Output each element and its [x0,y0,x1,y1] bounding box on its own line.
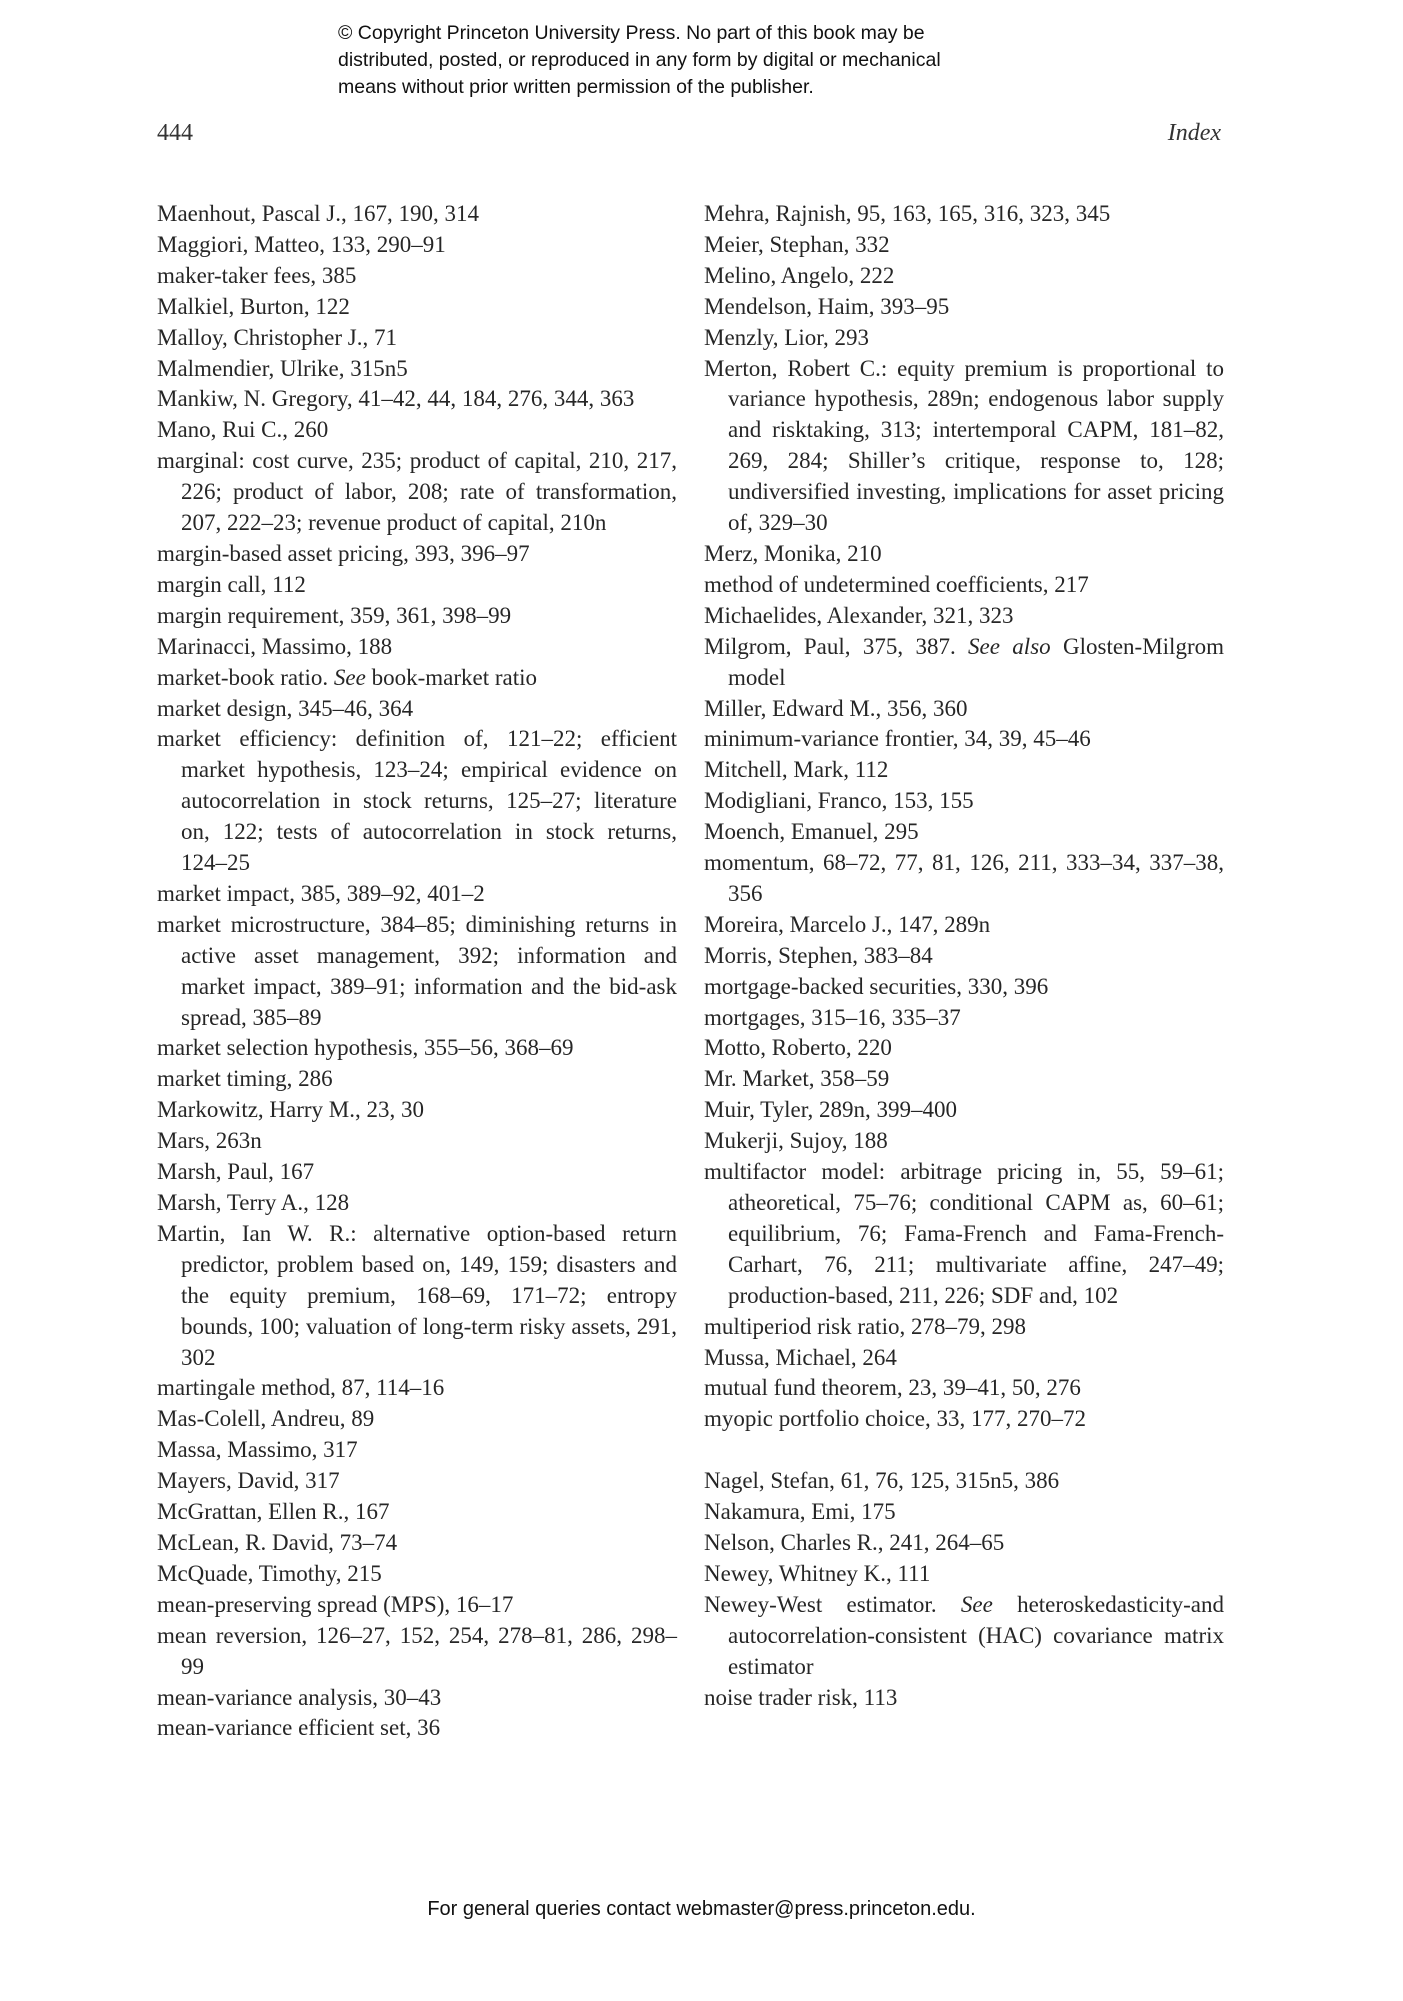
index-entry [157,910,677,1034]
index-entry-text: momentum, 68–72, 77, 81, 126, 211, 333–34, 337–38, 356 [704,850,1224,906]
index-entry-text: marginal: cost curve, 235; product of capital, 210, 217, 226; product of labor, 208; rate of transformation, 207, 222–23; revenue product of capital, 210n [157,448,677,536]
index-entry [704,1064,1224,1095]
index-entry-text: Mitchell, Mark, 112 [704,757,889,783]
index-entry [704,539,1224,570]
index-entry [157,384,677,415]
running-head: Index [1167,120,1221,146]
index-entry [704,261,1224,292]
index-entry [157,1157,677,1188]
index-entry-text: market microstructure, 384–85; diminishing returns in active asset management, 392; information and market impact, 389–91; information and the bid-ask spread, 385–89 [157,911,677,1030]
index-entry-text: market design, 345–46, 364 [157,695,414,721]
index-entry-text: mutual fund theorem, 23, 39–41, 50, 276 [704,1375,1081,1401]
index-entry-text: market selection hypothesis, 355–56, 368–69 [157,1035,574,1061]
index-entry [704,199,1224,230]
index-entry-text: Michaelides, Alexander, 321, 323 [704,602,1014,628]
index-entry [704,848,1224,910]
index-entry [157,446,677,539]
index-entry-text: Massa, Massimo, 317 [157,1437,358,1463]
index-entry [704,910,1224,941]
index-entry [704,786,1224,817]
index-entry [704,1033,1224,1064]
index-entry-text: market impact, 385, 389–92, 401–2 [157,880,485,906]
index-entry [157,1126,677,1157]
index-entry-text: Mano, Rui C., 260 [157,417,329,443]
index-entry [704,724,1224,755]
index-entry-text: Muir, Tyler, 289n, 399–400 [704,1097,957,1123]
index-entry [704,323,1224,354]
index-entry [157,292,677,323]
index-entry-text: McLean, R. David, 73–74 [157,1529,398,1555]
index-entry [157,724,677,879]
index-entry-text: Mars, 263n [157,1128,262,1154]
index-entry-text: Markowitz, Harry M., 23, 30 [157,1097,425,1123]
index-entry [157,632,677,663]
index-entry [704,1528,1224,1559]
index-entry [704,755,1224,786]
index-entry-text: Malloy, Christopher J., 71 [157,324,397,350]
index-entry-text: margin requirement, 359, 361, 398–99 [157,602,512,628]
index-entry [157,539,677,570]
index-entry-text: Nakamura, Emi, 175 [704,1499,896,1525]
index-entry [704,1497,1224,1528]
index-entry-text: Merz, Monika, 210 [704,540,882,566]
index-entry-text: Mas-Colell, Andreu, 89 [157,1406,375,1432]
index-entry [704,292,1224,323]
index-column-right [704,199,1224,1714]
index-entry [157,1404,677,1435]
index-entry-text: mortgages, 315–16, 335–37 [704,1004,961,1030]
index-entry-text: Nagel, Stefan, 61, 76, 125, 315n5, 386 [704,1468,1060,1494]
index-entry [704,230,1224,261]
index-entry [157,1188,677,1219]
index-entry [704,1003,1224,1034]
index-entry-text: minimum-variance frontier, 34, 39, 45–46 [704,726,1091,752]
index-column-left [157,199,677,1744]
index-entry [704,694,1224,725]
copyright-notice [338,20,1098,101]
index-entry-text: Newey-West estimator. [704,1591,961,1617]
index-entry-text: Miller, Edward M., 356, 360 [704,695,968,721]
index-entry [157,230,677,261]
cross-reference-target: book-market ratio [365,664,538,690]
index-entry-text: Marsh, Terry A., 128 [157,1190,350,1215]
page-number: 444 [157,120,193,146]
index-entry-text: Nelson, Charles R., 241, 264–65 [704,1530,1005,1556]
index-entry [704,817,1224,848]
index-entry-text: multiperiod risk ratio, 278–79, 298 [704,1313,1026,1339]
index-entry-text: Modigliani, Franco, 153, 155 [704,788,974,814]
index-entry-text: margin call, 112 [157,571,306,597]
index-entry [157,1621,677,1683]
index-entry-text: Mukerji, Sujoy, 188 [704,1128,888,1154]
copyright-line: means without prior written permission of the publisher. [338,76,814,98]
index-entry-text: Moench, Emanuel, 295 [704,819,919,845]
cross-reference-target: heteroskedasticity-and autocorrelation-consistent (HAC) covariance matrix estimator [728,1591,1225,1679]
index-entry-text: Mankiw, N. Gregory, 41–42, 44, 184, 276, 344, 363 [157,386,635,412]
index-entry [157,1435,677,1466]
index-entry-text: Maggiori, Matteo, 133, 290–91 [157,231,446,257]
copyright-line: distributed, posted, or reproduced in any form by digital or mechanical [338,49,941,71]
cross-reference-label: See also [968,633,1051,659]
index-entry [704,972,1224,1003]
index-entry [157,199,677,230]
index-entry [704,1126,1224,1157]
index-entry-text: Newey, Whitney K., 111 [704,1560,931,1586]
index-entry-text: margin-based asset pricing, 393, 396–97 [157,540,530,566]
index-entry-text: Malkiel, Burton, 122 [157,293,350,319]
index-entry-text: Marsh, Paul, 167 [157,1159,315,1185]
index-entry [704,1404,1224,1435]
index-entry [157,1095,677,1126]
index-entry-text: Mayers, David, 317 [157,1468,340,1494]
cross-reference-label: See [333,664,366,690]
index-entry-text: mean-variance analysis, 30–43 [157,1684,442,1710]
index-entry [157,1497,677,1528]
index-entry-text: Mr. Market, 358–59 [704,1066,890,1092]
index-entry [704,1312,1224,1343]
copyright-line: © Copyright Princeton University Press. No part of this book may be [338,22,925,44]
index-entry-text: McQuade, Timothy, 215 [157,1560,382,1586]
index-entry [704,941,1224,972]
index-entry-text: Menzly, Lior, 293 [704,324,869,350]
index-entry [704,1373,1224,1404]
index-entry-text: mortgage-backed securities, 330, 396 [704,973,1049,999]
index-entry [704,1559,1224,1590]
footer-contact: For general queries contact webmaster@press.princeton.edu. [427,1898,976,1920]
index-entry-text: market-book ratio. [157,664,334,690]
index-entry [157,1590,677,1621]
index-entry [157,570,677,601]
index-entry [157,601,677,632]
index-entry [704,1466,1224,1497]
index-entry-text: method of undetermined coefficients, 217 [704,571,1089,597]
index-entry-text: Motto, Roberto, 220 [704,1035,892,1061]
index-entry [157,694,677,725]
index-entry [704,1095,1224,1126]
index-entry-text: Melino, Angelo, 222 [704,262,895,288]
index-entry-text: Merton, Robert C.: equity premium is proportional to variance hypothesis, 289n; endogenous labor supply and risktaking, 313; intertemporal CAPM, 181–82, 269, 284; Shiller’s critique, response to, 128; undiversified investing, implications for asset pricing of, 329–30 [704,355,1224,536]
index-entry-text: McGrattan, Ellen R., 167 [157,1499,390,1525]
index-entry-text: market efficiency: definition of, 121–22; efficient market hypothesis, 123–24; empirical evidence on autocorrelation in stock returns, 125–27; literature on, 122; tests of autocorrelation in stock returns, 124–25 [157,726,677,876]
index-entry-text: Marinacci, Massimo, 188 [157,633,393,659]
index-entry [704,1157,1224,1312]
index-entry-text: martingale method, 87, 114–16 [157,1375,445,1401]
cross-reference-target: Glosten-Milgrom model [728,633,1224,690]
index-entry [157,354,677,385]
index-entry [157,879,677,910]
index-entry-text: mean-variance efficient set, 36 [157,1715,441,1741]
cross-reference-label: See [960,1591,993,1617]
index-entry-text: Mehra, Rajnish, 95, 163, 165, 316, 323, 345 [704,201,1111,226]
index-entry [704,1343,1224,1374]
index-entry [157,663,677,694]
index-entry-text: myopic portfolio choice, 33, 177, 270–72 [704,1406,1086,1432]
index-entry [704,601,1224,632]
index-entry-text: market timing, 286 [157,1066,333,1092]
index-entry [704,1590,1224,1683]
index-entry [704,632,1224,694]
index-entry-text: Malmendier, Ulrike, 315n5 [157,355,408,381]
index-entry [157,1683,677,1714]
index-entry [157,323,677,354]
index-entry [704,570,1224,601]
index-entry [157,1064,677,1095]
index-entry-text: Mendelson, Haim, 393–95 [704,293,950,319]
index-entry-text: noise trader risk, 113 [704,1684,898,1710]
index-entry [157,1373,677,1404]
index-entry-text: Martin, Ian W. R.: alternative option-based return predictor, problem based on, 149, 159; disasters and the equity premium, 168–69, 171–72; entropy bounds, 100; valuation of long-term risky assets, 291, 302 [157,1220,677,1370]
index-entry [157,1713,677,1744]
index-entry-text: Morris, Stephen, 383–84 [704,942,933,968]
index-entry [157,1528,677,1559]
index-entry-text: Moreira, Marcelo J., 147, 289n [704,911,991,937]
index-entry [157,1219,677,1374]
index-entry-text: Mussa, Michael, 264 [704,1344,897,1370]
index-entry [157,415,677,446]
index-entry-text: maker-taker fees, 385 [157,262,357,288]
index-entry [704,1683,1224,1714]
section-gap [704,1435,1224,1466]
index-entry [157,261,677,292]
index-entry-text: mean-preserving spread (MPS), 16–17 [157,1591,514,1617]
index-entry [704,354,1224,539]
index-entry [157,1466,677,1497]
index-entry [157,1033,677,1064]
index-entry-text: Meier, Stephan, 332 [704,231,890,257]
index-entry [157,1559,677,1590]
index-entry-text: mean reversion, 126–27, 152, 254, 278–81, 286, 298–99 [157,1622,677,1679]
index-entry-text: Milgrom, Paul, 375, 387. [704,633,969,659]
index-entry-text: multifactor model: arbitrage pricing in, 55, 59–61; atheoretical, 75–76; conditional CAPM as, 60–61; equilibrium, 76; Fama-French and Fama-French-Carhart, 76, 211; multivariate affine, 247–49; production-based, 211, 226; SDF and, 102 [704,1159,1224,1308]
index-entry-text: Maenhout, Pascal J., 167, 190, 314 [157,201,479,226]
